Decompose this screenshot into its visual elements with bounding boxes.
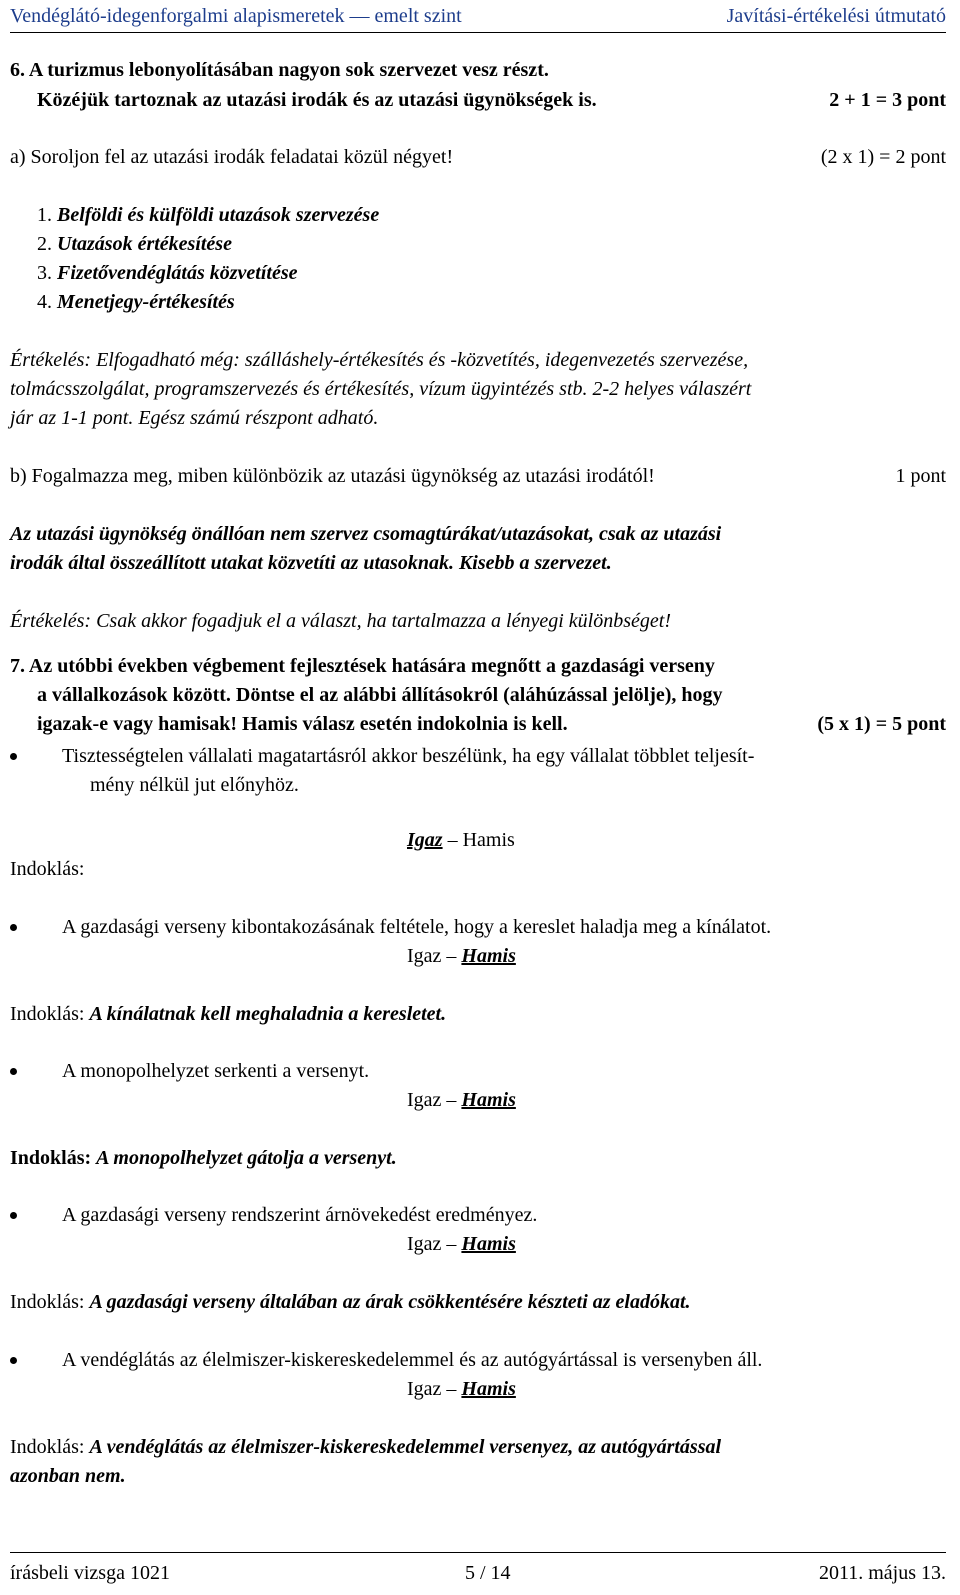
answer-number: 4.: [37, 291, 52, 313]
footer-page-number: 5 / 14: [465, 1562, 511, 1584]
option-false-selected: Hamis: [461, 945, 516, 967]
justification-label: Indoklás:: [10, 1147, 92, 1169]
footer-exam-code: írásbeli vizsga 1021: [10, 1562, 170, 1584]
true-false-choice: [407, 942, 516, 970]
option-false: Hamis: [462, 829, 515, 851]
option-false-selected: Hamis: [461, 1233, 516, 1255]
option-false-selected: Hamis: [461, 1089, 516, 1111]
option-true: Igaz: [407, 1233, 442, 1255]
option-separator: –: [447, 829, 458, 851]
answer-item: [37, 288, 235, 316]
q7-title-line2: a vállalkozások között. Döntse el az alábbi állításokról (aláhúzással jelölje), hogy: [37, 684, 723, 706]
option-true: Igaz: [407, 1089, 442, 1111]
q6-points: 2 + 1 = 3 pont: [829, 89, 946, 111]
option-separator: –: [446, 1089, 457, 1111]
footer-date: 2011. május 13.: [818, 1562, 946, 1584]
statement-item: [10, 913, 946, 941]
true-false-choice: [407, 1086, 516, 1114]
q7-points: (5 x 1) = 5 pont: [817, 713, 946, 735]
q7-title-line3: igazak-e vagy hamisak! Hamis válasz esetén indokolnia is kell.: [37, 713, 568, 735]
q6b-points: 1 pont: [895, 465, 946, 487]
justification: [10, 1144, 397, 1172]
justification-text-line1: A vendéglátás az élelmiszer-kiskereskedelemmel versenyez, az autógyártással: [89, 1436, 722, 1458]
header-doc-type: Javítási-értékelési útmutató: [726, 5, 946, 27]
header-subject: Vendéglátó-idegenforgalmi alapismeretek — emelt szint: [10, 5, 462, 27]
statement-item: [10, 742, 946, 770]
statement-text-line1: A gazdasági verseny rendszerint árnövekedést eredményez.: [62, 1204, 538, 1226]
justification-label: Indoklás:: [10, 1436, 85, 1458]
q6-title-line2: Közéjük tartoznak az utazási irodák és az utazási ügynökségek is.: [37, 89, 597, 111]
true-false-choice: [407, 1375, 516, 1403]
justification-label: Indoklás:: [10, 858, 85, 880]
justification-text-line2: azonban nem.: [10, 1465, 126, 1487]
statement-item: [10, 1346, 946, 1374]
justification-text: A gazdasági verseny általában az árak csökkentésére készteti az eladókat.: [89, 1291, 691, 1313]
true-false-choice: [407, 1230, 516, 1258]
statement-text-line1: A vendéglátás az élelmiszer-kiskereskedelemmel és az autógyártással is versenyben áll.: [62, 1349, 763, 1371]
statement-text-line1: A monopolhelyzet serkenti a versenyt.: [62, 1060, 370, 1082]
answer-text: Menetjegy-értékesítés: [57, 291, 235, 313]
justification: [10, 1433, 721, 1461]
option-separator: –: [446, 1378, 457, 1400]
q6a-question: a) Soroljon fel az utazási irodák feladatai közül négyet!: [10, 146, 454, 168]
justification: [10, 1288, 691, 1316]
page-header: [10, 0, 946, 33]
statement-text-line1: A gazdasági verseny kibontakozásának feltétele, hogy a kereslet haladja meg a kínálatot.: [62, 916, 772, 938]
answer-number: 3.: [37, 262, 52, 284]
answer-item: [37, 230, 232, 258]
q6b-answer-line2: irodák által összeállított utakat közvetíti az utasoknak. Kisebb a szervezet.: [10, 552, 612, 574]
justification-text: A monopolhelyzet gátolja a versenyt.: [96, 1147, 397, 1169]
answer-text: Utazások értékesítése: [57, 233, 232, 255]
option-separator: –: [446, 945, 457, 967]
answer-item: [37, 259, 298, 287]
statement-item: [10, 1201, 946, 1229]
q6a-evaluation-line3: jár az 1-1 pont. Egész számú részpont adható.: [10, 407, 379, 429]
answer-item: [37, 201, 379, 229]
justification: [10, 1000, 446, 1028]
option-separator: –: [446, 1233, 457, 1255]
q6-title-line1: 6. A turizmus lebonyolításában nagyon sok szervezet vesz részt.: [10, 59, 549, 81]
true-false-choice: [407, 826, 515, 854]
justification-label: Indoklás:: [10, 1291, 85, 1313]
statement-item: [10, 1057, 946, 1085]
justification-label: Indoklás:: [10, 1003, 85, 1025]
answer-number: 1.: [37, 204, 52, 226]
statement-text-line1: Tisztességtelen vállalati magatartásról akkor beszélünk, ha egy vállalat többlet teljesít-: [62, 745, 755, 767]
statement-text-line2: mény nélkül jut előnyhöz.: [90, 774, 299, 796]
answer-text: Belföldi és külföldi utazások szervezése: [57, 204, 380, 226]
q6b-answer-line1: Az utazási ügynökség önállóan nem szervez csomagtúrákat/utazásokat, csak az utazási: [10, 523, 722, 545]
justification-text: A kínálatnak kell meghaladnia a keresletet.: [89, 1003, 447, 1025]
option-true-selected: Igaz: [407, 829, 443, 851]
q6a-evaluation-line1: Értékelés: Elfogadható még: szálláshely-értékesítés és -közvetítés, idegenvezetés szervezése,: [10, 349, 749, 371]
answer-text: Fizetővendéglátás közvetítése: [57, 262, 298, 284]
q7-title-line1: 7. Az utóbbi években végbement fejlesztések hatására megnőtt a gazdasági verseny: [10, 655, 715, 677]
option-false-selected: Hamis: [461, 1378, 516, 1400]
q6b-question: b) Fogalmazza meg, miben különbözik az utazási ügynökség az utazási irodától!: [10, 465, 655, 487]
q6a-evaluation-line2: tolmácsszolgálat, programszervezés és értékesítés, vízum ügyintézés stb. 2-2 helyes válaszért: [10, 378, 752, 400]
option-true: Igaz: [407, 945, 442, 967]
page-footer: [10, 1552, 946, 1593]
q6a-points: (2 x 1) = 2 pont: [820, 146, 946, 168]
option-true: Igaz: [407, 1378, 442, 1400]
answer-number: 2.: [37, 233, 52, 255]
q6b-evaluation: Értékelés: Csak akkor fogadjuk el a választ, ha tartalmazza a lényegi különbséget!: [10, 610, 671, 632]
